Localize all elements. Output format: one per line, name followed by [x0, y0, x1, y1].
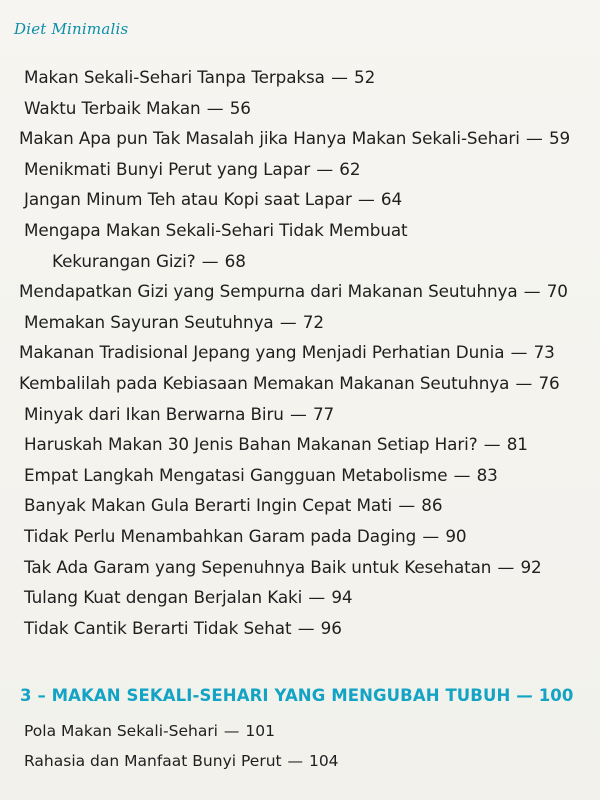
toc-entry [0, 123, 600, 154]
toc-entry [0, 521, 600, 552]
toc-entry-page: 96 [320, 617, 342, 638]
toc-entry-page: 76 [538, 372, 560, 393]
toc-entry-dash: — [492, 556, 520, 577]
toc-entry-dash: — [284, 403, 312, 424]
toc-entry [0, 215, 600, 246]
toc-entry [0, 613, 600, 644]
chapter-toc-list [0, 716, 600, 776]
toc-entry [0, 582, 600, 613]
toc-entry-page: 81 [506, 434, 528, 455]
toc-entry [0, 184, 600, 215]
toc-entry-title: Tulang Kuat dengan Berjalan Kaki [24, 587, 303, 608]
toc-entry-dash: — [311, 158, 339, 179]
toc-entry-title: Pola Makan Sekali-Sehari [24, 722, 218, 740]
toc-entry-title: Banyak Makan Gula Berarti Ingin Cepat Mati [24, 495, 393, 516]
toc-entry-title: Tak Ada Garam yang Sepenuhnya Baik untuk Kesehatan [24, 556, 492, 577]
toc-entry-page: 62 [339, 158, 361, 179]
toc-entry-page: 86 [421, 495, 443, 516]
toc-entry [0, 552, 600, 583]
toc-entry-dash: — [196, 250, 224, 271]
toc-entry-page: 64 [380, 189, 403, 210]
toc-entry-title: Empat Langkah Mengatasi Gangguan Metabolisme [24, 464, 448, 485]
chapter-dash: – [31, 686, 52, 705]
toc-entry-dash: — [518, 281, 546, 302]
toc-entry-dash: — [520, 128, 548, 149]
toc-entry [0, 62, 600, 93]
toc-entry-title: Jangan Minum Teh atau Kopi saat Lapar [24, 189, 352, 210]
toc-entry [0, 93, 600, 124]
toc-entry-title: Kekurangan Gizi? [52, 250, 196, 271]
chapter-dash: — [510, 686, 539, 705]
toc-entry-page: 68 [224, 250, 246, 271]
toc-entry-title: Kembalilah pada Kebiasaan Memakan Makanan Seutuhnya [19, 372, 510, 393]
chapter-number: 3 [20, 686, 32, 705]
toc-entry [0, 307, 600, 338]
toc-entry-dash: — [292, 617, 320, 638]
chapter-page: 100 [538, 686, 574, 705]
toc-entry-page: 70 [546, 281, 568, 302]
toc-entry-dash: — [325, 67, 354, 87]
toc-entry-page: 94 [331, 587, 353, 608]
toc-entry-dash: — [201, 97, 229, 118]
toc-entry-page: 101 [245, 722, 275, 740]
toc-entry [0, 746, 600, 776]
toc-entry-title: Rahasia dan Manfaat Bunyi Perut [24, 752, 282, 770]
toc-entry-title: Haruskah Makan 30 Jenis Bahan Makanan Setiap Hari? [24, 434, 478, 455]
toc-entry-title: Tidak Cantik Berarti Tidak Sehat [24, 617, 292, 638]
toc-entry-dash: — [510, 372, 538, 393]
toc-entry-title: Makan Sekali-Sehari Tanpa Terpaksa [24, 67, 325, 87]
toc-entry-title: Mendapatkan Gizi yang Sempurna dari Makanan Seutuhnya [19, 281, 518, 302]
chapter-title: MAKAN SEKALI-SEHARI YANG MENGUBAH TUBUH [51, 686, 511, 705]
toc-entry-title: Makan Apa pun Tak Masalah jika Hanya Makan Sekali-Sehari [19, 128, 520, 149]
toc-entry-dash: — [282, 752, 308, 770]
running-header: Diet Minimalis [14, 20, 129, 38]
toc-entry-title: Minyak dari Ikan Berwarna Biru [24, 403, 284, 424]
toc-entry [0, 276, 600, 307]
toc-entry-dash: — [219, 722, 245, 740]
toc-list [0, 62, 600, 643]
toc-entry-page: 83 [476, 464, 498, 485]
toc-entry [0, 716, 600, 746]
toc-entry-dash: — [478, 434, 506, 455]
toc-entry-title: Tidak Perlu Menambahkan Garam pada Daging [24, 525, 417, 546]
toc-entry-dash: — [274, 311, 302, 332]
toc-entry-dash: — [417, 525, 445, 546]
toc-entry-page: 56 [229, 97, 251, 118]
toc-entry-dash: — [448, 464, 476, 485]
toc-entry-page: 72 [302, 311, 324, 332]
toc-entry [0, 399, 600, 430]
toc-entry-title: Makanan Tradisional Jepang yang Menjadi Perhatian Dunia [19, 342, 505, 363]
toc-entry [0, 337, 600, 368]
toc-entry-dash: — [352, 189, 380, 210]
toc-entry [0, 490, 600, 521]
chapter-heading [20, 686, 573, 705]
toc-entry [0, 368, 600, 399]
toc-entry [0, 429, 600, 460]
toc-entry-page: 73 [533, 342, 555, 363]
toc-entry [0, 460, 600, 491]
toc-entry-page: 77 [312, 403, 335, 424]
toc-entry-page: 52 [354, 67, 376, 87]
toc-entry-dash: — [393, 495, 421, 516]
toc-entry-page: 104 [308, 752, 339, 770]
toc-entry-title: Memakan Sayuran Seutuhnya [24, 311, 274, 332]
toc-entry-page: 92 [520, 556, 542, 577]
toc-entry-continuation [0, 246, 600, 277]
toc-entry-dash: — [303, 587, 331, 608]
toc-entry-page: 59 [548, 128, 571, 149]
toc-entry [0, 154, 600, 185]
toc-entry-dash: — [505, 342, 533, 363]
toc-entry-page: 90 [445, 525, 467, 546]
toc-entry-title: Waktu Terbaik Makan [24, 97, 201, 118]
toc-entry-title: Mengapa Makan Sekali-Sehari Tidak Membuat [24, 219, 408, 240]
toc-entry-title: Menikmati Bunyi Perut yang Lapar [24, 158, 311, 179]
